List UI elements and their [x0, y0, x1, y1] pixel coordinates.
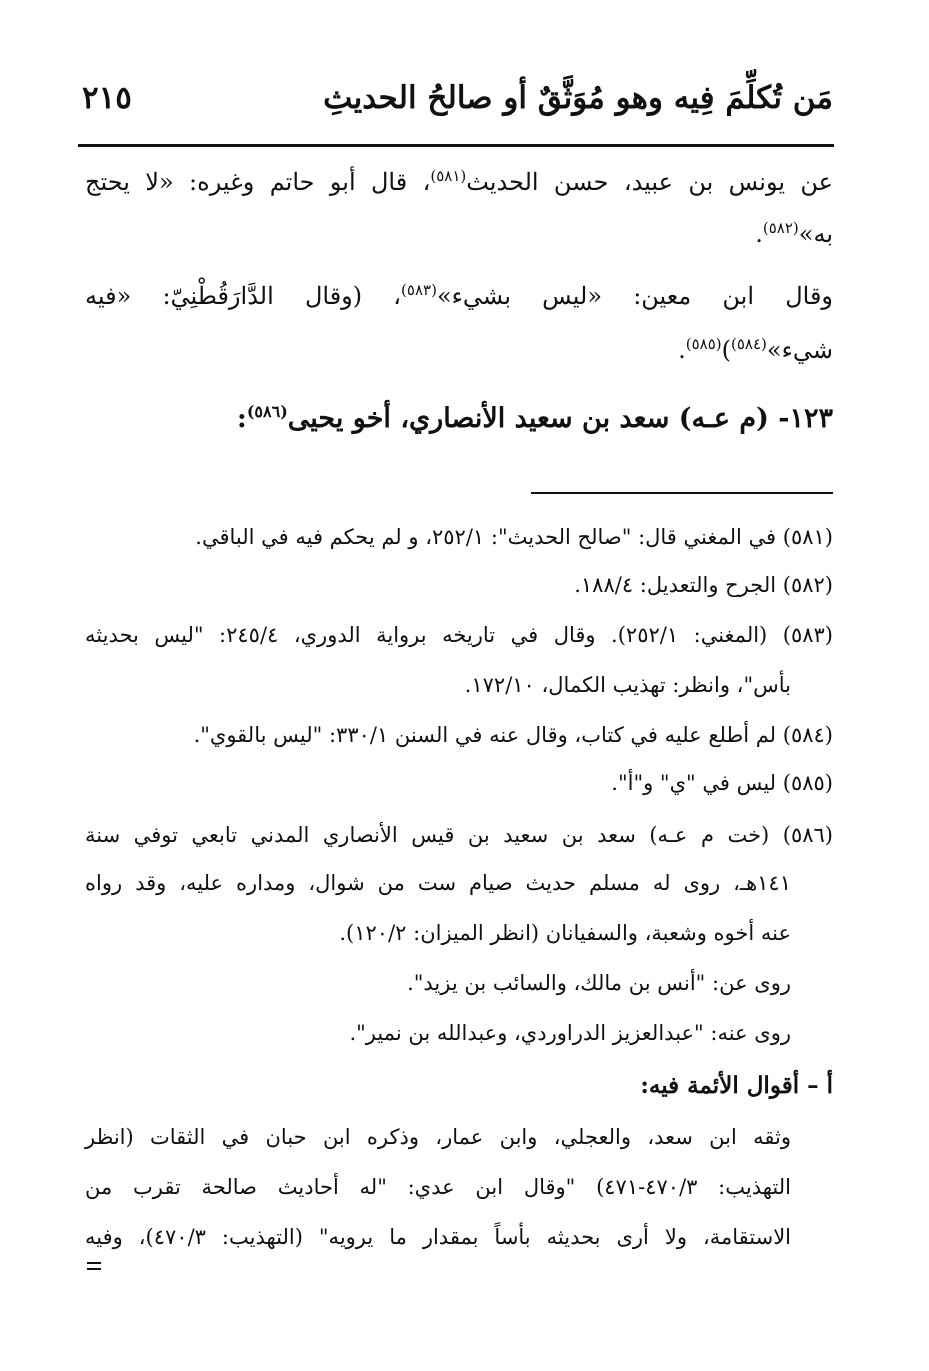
footnote-ref-582[interactable]: (٥٨٢): [762, 219, 799, 237]
para1-line2: به»$^{(٥٨٢)}$.: [755, 219, 833, 248]
running-title: مَن تُكلِّمَ فِيه وهو مُوَثَّقٌ أو صالحُ الحديثِ: [323, 80, 833, 116]
footnote-583-line2: بأس"، وانظر: تهذيب الكمال، ١٧٢/١٠.: [464, 673, 791, 697]
footnote-ref-584[interactable]: (٥٨٤): [731, 335, 767, 353]
footnote-581: (٥٨١) في المغني قال: "صالح الحديث": ٢٥٢/١، و لم يحكم فيه في الباقي.: [195, 525, 833, 549]
footnote-ref-583[interactable]: (٥٨٣): [401, 281, 437, 299]
footnote-582: (٥٨٢) الجرح والتعديل: ١٨٨/٤.: [574, 573, 833, 597]
footnote-584: (٥٨٤) لم أطلع عليه في كتاب، وقال عنه في السنن ٣٣٠/١: "ليس بالقوي".: [193, 723, 833, 747]
para2-line1: وقال ابن معين: «ليس بشيء»$^{(٥٨٣)}$، (وقال الدَّارَقُطْنِيّ: «فيه: [85, 281, 833, 310]
section-heading: أ – أقوال الأئمة فيه:: [640, 1072, 833, 1099]
footnote-583-line1: (٥٨٣) (المغني: ٢٥٢/١). وقال في تاريخه برواية الدوري، ٢٤٥/٤: "ليس بحديثه: [85, 623, 833, 647]
footnote-586-line4: روى عن: "أنس بن مالك، والسائب بن يزيد".: [407, 971, 791, 995]
footnote-separator: [531, 492, 833, 494]
footnote-586-line2: ١٤١هـ، روى له مسلم حديث صيام ست من شوال، ومداره عليه، وقد رواه: [85, 871, 791, 895]
continuation-mark: [87, 1262, 101, 1274]
footnote-586-line1: (٥٨٦) (خت م عـه) سعد بن سعيد بن قيس الأنصاري المدني تابعي توفي سنة: [85, 823, 833, 847]
header-rule: [78, 144, 834, 147]
footnote-586-line3: عنه أخوه وشعبة، والسفيانان (انظر الميزان: ١٢٠/٢).: [339, 921, 791, 945]
footnote-ref-586[interactable]: (٥٨٦): [246, 402, 288, 421]
page-number: ٢١٥: [82, 80, 132, 116]
footnote-ref-581[interactable]: (٥٨١): [430, 167, 467, 185]
entry-heading: ١٢٣- (م عـه) سعد بن سعيد الأنصاري، أخو يحيى$^{(٥٨٦)}$:: [236, 402, 833, 434]
section-line1: وثقه ابن سعد، والعجلي، وابن عمار، وذكره ابن حبان في الثقات (انظر: [85, 1125, 791, 1149]
section-line3: الاستقامة، ولا أرى بحديثه بأساً بمقدار ما يرويه" (التهذيب: ٤٧٠/٣)، وفيه: [85, 1225, 792, 1249]
section-line2: التهذيب: ٤٧٠/٣-٤٧١) "وقال ابن عدي: "له أحاديث صالحة تقرب من: [85, 1175, 792, 1199]
para1-line1: عن يونس بن عبيد، حسن الحديث$^{(٥٨١)}$، قال أبو حاتم وغيره: «لا يحتج: [85, 167, 833, 196]
footnote-586-line5: روى عنه: "عبدالعزيز الدراوردي، وعبدالله بن نمير".: [349, 1021, 791, 1045]
footnote-ref-585[interactable]: (٥٨٥): [685, 335, 722, 353]
footnote-585: (٥٨٥) ليس في "ي" و"أ".: [611, 771, 833, 795]
running-header: [82, 74, 833, 134]
para2-line2: شيء»$^{(٥٨٤)}$)$^{(٥٨٥)}$.: [678, 335, 833, 364]
